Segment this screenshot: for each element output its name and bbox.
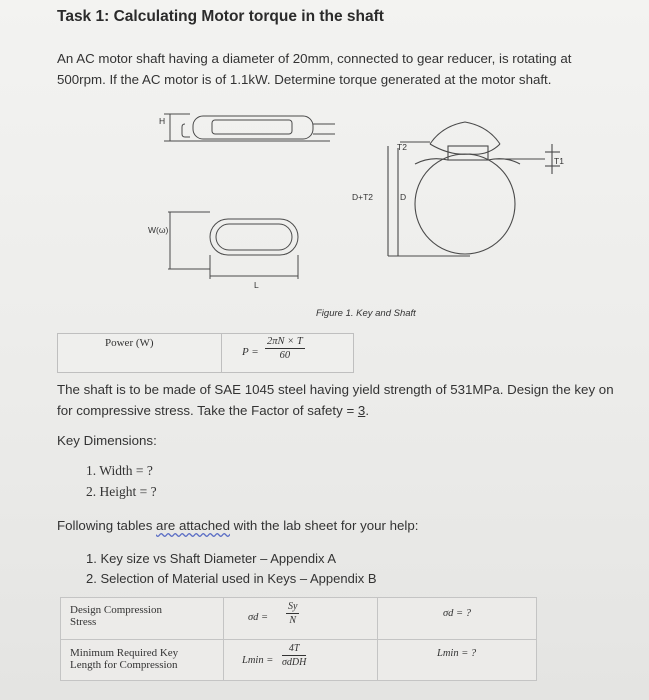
- problem-statement-line-1: An AC motor shaft having a diameter of 20mm, connected to gear reducer, is rotating at: [57, 51, 572, 66]
- row2-result: Lmin = ?: [437, 648, 477, 659]
- key-dimension-width: 1. Width = ?: [86, 463, 153, 478]
- power-formula-box: [57, 333, 354, 373]
- power-label: Power (W): [105, 337, 154, 349]
- power-numerator: 2πN × T: [267, 336, 303, 347]
- design-line-2: [57, 401, 369, 421]
- tables-intro-emph: are attached: [156, 518, 230, 533]
- row2-numerator: 4T: [288, 643, 300, 654]
- problem-statement-line-2: 500rpm. If the AC motor is of 1.1kW. Determine torque generated at the motor shaft.: [57, 72, 552, 87]
- row1-label-line2: Stress: [70, 616, 97, 628]
- tables-intro-post: with the lab sheet for your help:: [229, 518, 419, 533]
- row2-label-line1: Minimum Required Key: [70, 647, 179, 659]
- key-shaft-diagram: [130, 104, 600, 310]
- tables-intro-pre: Following tables: [57, 518, 157, 533]
- row1-result: σd = ?: [443, 608, 472, 619]
- task-title: Task 1: Calculating Motor torque in the shaft: [57, 8, 384, 25]
- design-table: [60, 597, 537, 681]
- design-line-2-text: for compressive stress. Take the Factor of safety =: [57, 403, 358, 418]
- row2-denominator: σdDH: [282, 657, 307, 668]
- figure-caption: Figure 1. Key and Shaft: [316, 308, 416, 319]
- row1-denominator: N: [289, 615, 297, 626]
- label-h: H: [159, 116, 166, 126]
- appendix-item-a: 1. Key size vs Shaft Diameter – Appendix A: [86, 551, 337, 566]
- label-l: L: [254, 280, 259, 290]
- power-fraction: [265, 336, 305, 361]
- key-dimensions-heading: Key Dimensions:: [57, 433, 157, 448]
- power-lhs: P =: [242, 346, 259, 358]
- label-t2: T2: [397, 142, 407, 152]
- label-t1: T1: [554, 156, 564, 166]
- row1-label-line1: Design Compression: [70, 604, 162, 616]
- label-d-plus-t2: D+T2: [352, 192, 374, 202]
- key-dimension-height: 2. Height = ?: [86, 484, 157, 499]
- label-w: W(ω): [148, 225, 169, 235]
- design-line-2-end: .: [365, 403, 370, 418]
- row2-label-line2: Length for Compression: [70, 659, 178, 671]
- row2-lhs: Lmin =: [242, 655, 274, 666]
- row2-fraction: [282, 643, 306, 668]
- power-denominator: 60: [279, 350, 291, 361]
- key-shaft-figure: [130, 104, 600, 310]
- factor-of-safety-value: 3: [357, 403, 366, 418]
- row1-numerator: Sy: [288, 601, 298, 612]
- row1-lhs: σd =: [248, 612, 269, 623]
- label-d: D: [400, 192, 407, 202]
- design-line-1: The shaft is to be made of SAE 1045 steel having yield strength of 531MPa. Design the key on: [57, 382, 614, 397]
- row1-fraction: [286, 601, 299, 626]
- tables-intro: [57, 516, 418, 536]
- appendix-item-b: 2. Selection of Material used in Keys – Appendix B: [86, 571, 377, 586]
